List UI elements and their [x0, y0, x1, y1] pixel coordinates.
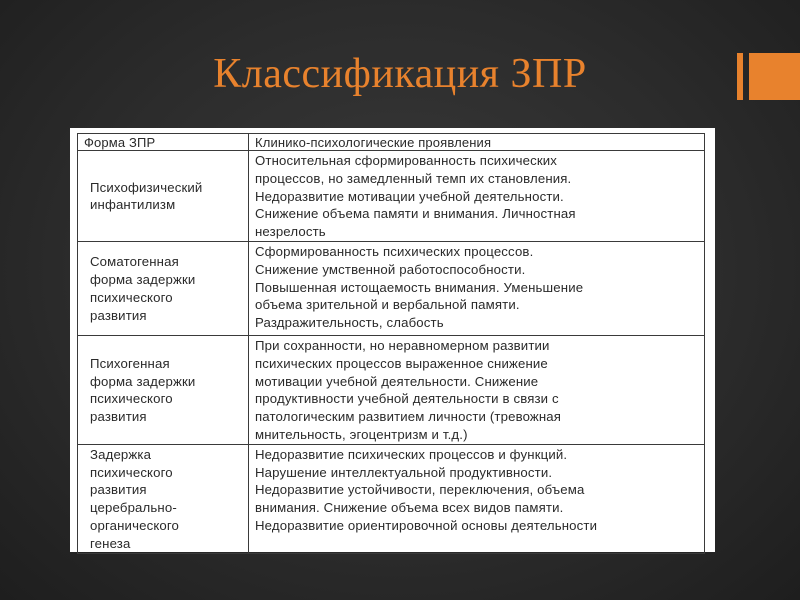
accent-bar-thin [737, 53, 743, 100]
header-form: Форма ЗПР [78, 134, 249, 151]
accent-bar-wide [749, 53, 800, 100]
table-row [78, 241, 705, 335]
row-manifestations: Сформированность психических процессов. Снижение умственной работоспособности. Повышенная истощаемость внимания. Уменьшение объема зрительной и вербальной памяти. Раздражительность, слабость [255, 243, 584, 331]
row-form: Соматогенная форма задержки психического развития [90, 254, 196, 323]
row-form: Задержка психического развития церебрально- органического генеза [90, 446, 180, 551]
table-header-row [78, 134, 705, 151]
table-row [78, 444, 705, 553]
row-form: Психофизический инфантилизм [90, 179, 203, 213]
table-panel [70, 128, 715, 552]
slide-title: Классификация ЗПР [213, 51, 587, 97]
row-manifestations: При сохранности, но неравномерном развитии психических процессов выраженное снижение мотивации учебной деятельности. Снижение продуктивности учебной деятельности в связи с патологическим развитием личности (тревожная мнительность, эгоцентризм и т.д.) [255, 337, 562, 442]
row-manifestations: Относительная сформированность психических процессов, но замедленный темп их становления. Недоразвитие мотивации учебной деятельности. Снижение объема памяти и внимания. Личностная незрелость [255, 153, 576, 240]
table-row [78, 335, 705, 444]
row-form: Психогенная форма задержки психического развития [90, 355, 196, 425]
classification-table [77, 133, 705, 554]
header-manifestations: Клинико-психологические проявления [249, 134, 705, 151]
row-manifestations: Недоразвитие психических процессов и функций. Нарушение интеллектуальной продуктивности. Недоразвитие устойчивости, переключения, объема внимания. Снижение объема всех видов памяти. Недоразвитие ориентировочной основы деятельности [255, 446, 598, 533]
table-row [78, 151, 705, 242]
